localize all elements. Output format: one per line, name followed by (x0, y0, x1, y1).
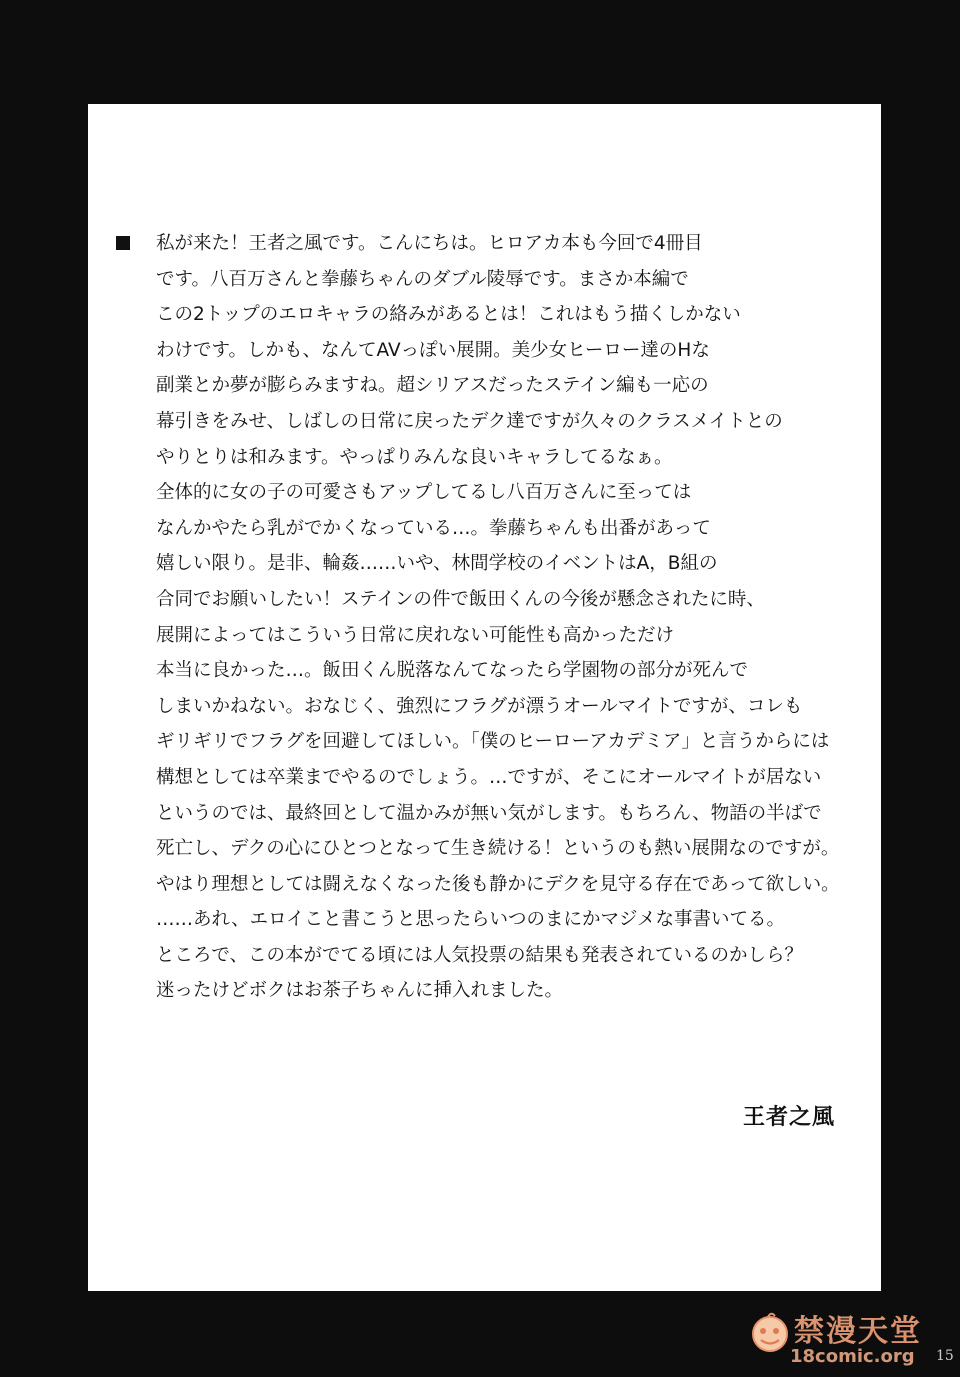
bullet-square-icon (116, 236, 130, 250)
body-line: 合同でお願いしたい！ステインの件で飯田くんの今後が懸念されたに時、 (156, 588, 765, 610)
body-line: 副業とか夢が膨らみますね。超シリアスだったステイン編も一応の (156, 375, 709, 397)
body-line: この2トップのエロキャラの絡みがあるとは！これはもう描くしかない (156, 304, 741, 326)
body-line: しまいかねない。おなじく、強烈にフラグが漂うオールマイトですが、コレも (156, 695, 803, 717)
body-line: 幕引きをみせ、しばしの日常に戻ったデク達ですが久々のクラスメイトとの (156, 410, 783, 432)
author-signature: 王者之風 (743, 1105, 836, 1130)
body-line: 構想としては卒業までやるのでしょう。…ですが、そこにオールマイトが居ない (156, 766, 822, 788)
body-line: なんかやたら乳がでかくなっている…。拳藤ちゃんも出番があって (156, 517, 711, 539)
body-line: ギリギリでフラグを回避してほしい。「僕のヒーローアカデミア」と言うからには (156, 731, 830, 753)
body-line: 嬉しい限り。是非、輪姦……いや、林間学校のイベントはA，B組の (156, 553, 718, 575)
body-line: ところで、この本がでてる頃には人気投票の結果も発表されているのかしら？ (156, 944, 803, 966)
body-line: 迷ったけどボクはお茶子ちゃんに挿入れました。 (156, 980, 564, 1002)
body-line: 展開によってはこういう日常に戻れない可能性も高かっただけ (156, 624, 675, 646)
body-line: やはり理想としては闘えなくなった後も静かにデクを見守る存在であって欲しい。 (156, 873, 840, 895)
body-line: 全体的に女の子の可愛さもアップしてるし八百万さんに至っては (156, 482, 692, 504)
body-line: ……あれ、エロイこと書こうと思ったらいつのまにかマジメな事書いてる。 (156, 909, 786, 931)
body-line: 本当に良かった…。飯田くん脱落なんてなったら学園物の部分が死んで (156, 660, 749, 682)
site-watermark (748, 1306, 948, 1372)
body-line: というのでは、最終回として温かみが無い気がします。もちろん、物語の半ばで (156, 802, 822, 824)
page-number: 15 (936, 1348, 954, 1364)
watermark-title: 禁漫天堂 (794, 1314, 922, 1349)
body-line: やりとりは和みます。やっぱりみんな良いキャラしてるなぁ。 (156, 446, 673, 468)
afterword-body (156, 226, 856, 1009)
cartoon-face-logo-icon (748, 1310, 792, 1354)
watermark-url: 18comic.org (790, 1346, 915, 1367)
body-line: 私が来た！王者之風です。こんにちは。ヒロアカ本も今回で4冊目 (156, 233, 703, 254)
body-line: 死亡し、デクの心にひとつとなって生き続ける！というのも熱い展開なのですが。 (156, 838, 840, 860)
body-line: わけです。しかも、なんてAVっぽい展開。美少女ヒーロー達のHな (156, 339, 710, 361)
body-line: です。八百万さんと拳藤ちゃんのダブル陵辱です。まさか本編で (156, 268, 689, 290)
